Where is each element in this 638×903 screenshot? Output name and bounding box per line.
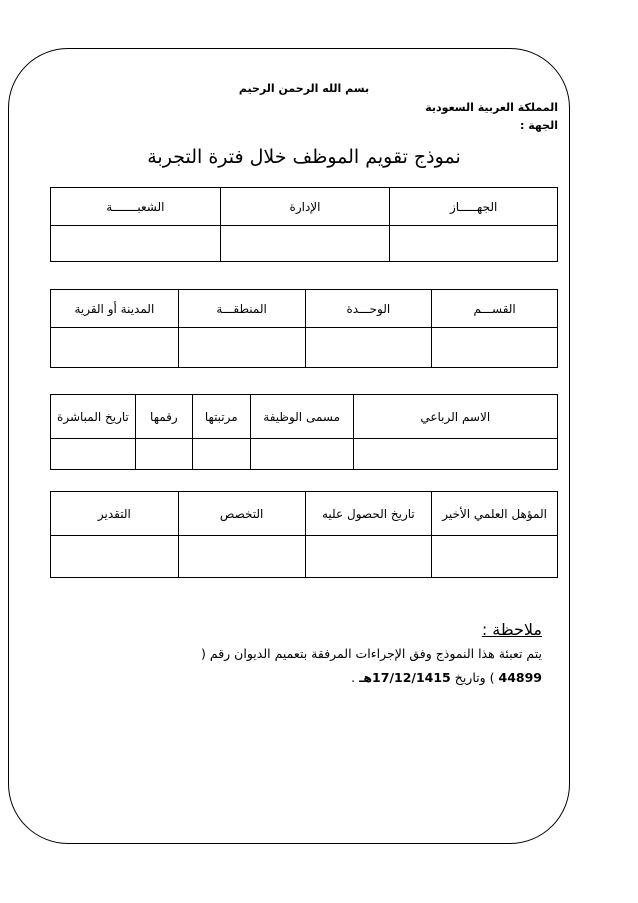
- input-cell[interactable]: [432, 328, 558, 368]
- basmala: بسم الله الرحمن الرحيم: [238, 82, 370, 95]
- header-cell: الشعبـــــــة: [51, 188, 221, 226]
- header-cell: التخصص: [178, 492, 305, 536]
- input-cell[interactable]: [51, 226, 221, 262]
- header-cell: مرتبتها: [192, 395, 250, 439]
- input-cell[interactable]: [353, 439, 557, 470]
- header-cell: المدينة أو القرية: [51, 290, 179, 328]
- input-cell[interactable]: [220, 226, 390, 262]
- circular-number: 44899: [498, 670, 542, 685]
- input-cell[interactable]: [135, 439, 192, 470]
- header-cell: القســـم: [432, 290, 558, 328]
- form-title: نموذج تقويم الموظف خلال فترة التجربة: [147, 146, 461, 168]
- table-location: [50, 289, 558, 368]
- header-cell: التقدير: [51, 492, 179, 536]
- header-cell: الجهـــــاز: [390, 188, 558, 226]
- kingdom-name: المملكة العربية السعودية: [425, 101, 558, 114]
- input-cell[interactable]: [390, 226, 558, 262]
- header-cell: الاسم الرباعي: [353, 395, 557, 439]
- input-cell[interactable]: [192, 439, 250, 470]
- note-mid: ) وتاريخ: [454, 670, 495, 685]
- input-cell[interactable]: [305, 328, 432, 368]
- input-cell[interactable]: [305, 536, 432, 578]
- header-cell: الإدارة: [220, 188, 390, 226]
- input-cell[interactable]: [178, 536, 305, 578]
- entity-label: الجهة :: [520, 119, 558, 132]
- note-text-line2: [351, 670, 542, 685]
- note-text-line1: يتم تعبئة هذا النموذج وفق الإجراءات المرفقة بتعميم الديوان رقم (: [201, 646, 542, 661]
- input-cell[interactable]: [178, 328, 305, 368]
- header-cell: تاريخ الحصول عليه: [305, 492, 432, 536]
- table-qualification: [50, 491, 558, 578]
- input-cell[interactable]: [51, 328, 179, 368]
- circular-date: 17/12/1415هـ: [359, 670, 451, 685]
- input-cell[interactable]: [51, 536, 179, 578]
- input-cell[interactable]: [432, 536, 558, 578]
- table-employee: [50, 394, 558, 470]
- header-cell: الوحـــدة: [305, 290, 432, 328]
- input-cell[interactable]: [51, 439, 136, 470]
- input-cell[interactable]: [250, 439, 353, 470]
- header-cell: المنطقـــة: [178, 290, 305, 328]
- header-cell: تاريخ المباشرة: [51, 395, 136, 439]
- header-cell: رقمها: [135, 395, 192, 439]
- header-cell: المؤهل العلمي الأخير: [432, 492, 558, 536]
- table-department: [50, 187, 558, 262]
- note-title: ملاحظة :: [481, 620, 542, 639]
- note-end: .: [351, 670, 356, 685]
- header-cell: مسمى الوظيفة: [250, 395, 353, 439]
